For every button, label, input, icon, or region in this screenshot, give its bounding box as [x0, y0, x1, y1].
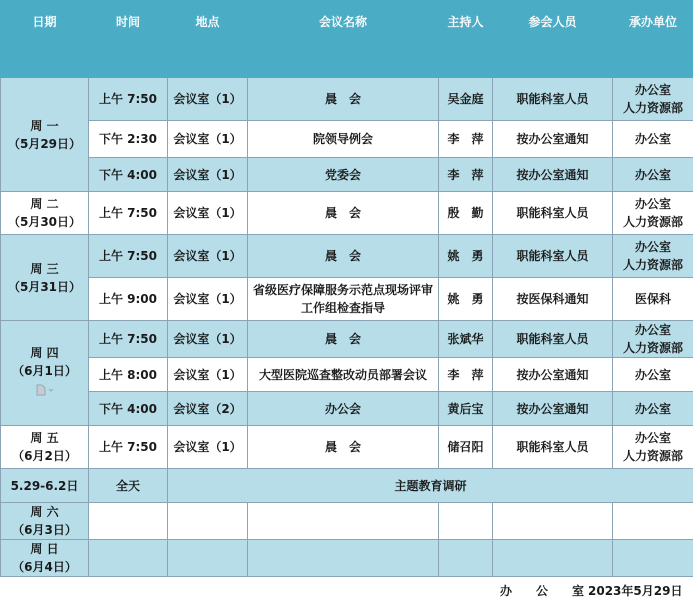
unit-cell: 办公室	[613, 158, 693, 192]
header-meeting: 会议名称	[248, 1, 439, 78]
host-cell: 黄后宝	[439, 392, 493, 426]
table-row	[1, 121, 693, 158]
day-date: （5月30日）	[7, 215, 82, 229]
time-cell: 下午 4:00	[89, 158, 168, 192]
day-cell-friday	[1, 426, 89, 469]
attendees-cell: 按医保科通知	[493, 278, 613, 321]
meeting-cell: 晨 会	[248, 235, 439, 278]
place-cell: 会议室（1）	[168, 78, 248, 121]
meeting-cell: 晨 会	[248, 321, 439, 358]
attendees-cell: 按办公室通知	[493, 121, 613, 158]
table-row	[1, 278, 693, 321]
table-row	[1, 358, 693, 392]
time-cell: 上午 7:50	[89, 321, 168, 358]
span-date-cell: 5.29-6.2日	[1, 469, 89, 503]
footer-office: 办 公 室	[500, 584, 591, 598]
place-cell: 会议室（1）	[168, 358, 248, 392]
day-cell-tuesday	[1, 192, 89, 235]
empty-cell	[89, 503, 168, 540]
day-cell-thursday	[1, 321, 89, 426]
day-name: 周 二	[30, 197, 59, 211]
empty-cell	[248, 540, 439, 577]
unit-cell: 办公室 人力资源部	[613, 192, 693, 235]
attendees-cell: 职能科室人员	[493, 192, 613, 235]
day-name: 周 四	[30, 346, 59, 360]
empty-cell	[168, 503, 248, 540]
header-attendees: 参会人员	[493, 1, 613, 78]
attendees-cell: 职能科室人员	[493, 235, 613, 278]
place-cell: 会议室（1）	[168, 426, 248, 469]
time-cell: 上午 7:50	[89, 192, 168, 235]
host-cell: 李 萍	[439, 158, 493, 192]
table-row	[1, 158, 693, 192]
empty-cell	[493, 540, 613, 577]
meeting-cell: 院领导例会	[248, 121, 439, 158]
day-date: （6月3日）	[12, 523, 77, 537]
place-cell: 会议室（1）	[168, 158, 248, 192]
day-cell-sunday	[1, 540, 89, 577]
meeting-cell: 党委会	[248, 158, 439, 192]
empty-cell	[439, 503, 493, 540]
meeting-cell: 办公会	[248, 392, 439, 426]
host-cell: 李 萍	[439, 358, 493, 392]
unit-cell: 医保科	[613, 278, 693, 321]
time-cell: 上午 7:50	[89, 78, 168, 121]
host-cell: 殷 勤	[439, 192, 493, 235]
attendees-cell: 职能科室人员	[493, 426, 613, 469]
table-row	[1, 426, 693, 469]
day-cell-wednesday	[1, 235, 89, 321]
unit-cell: 办公室 人力资源部	[613, 426, 693, 469]
table-row	[1, 469, 693, 503]
time-cell: 上午 9:00	[89, 278, 168, 321]
table-row	[1, 503, 693, 540]
time-cell: 下午 2:30	[89, 121, 168, 158]
empty-cell	[613, 540, 693, 577]
host-cell: 吴金庭	[439, 78, 493, 121]
place-cell: 会议室（1）	[168, 235, 248, 278]
empty-cell	[613, 503, 693, 540]
day-date: （6月2日）	[12, 449, 77, 463]
table-row	[1, 321, 693, 358]
attendees-cell: 职能科室人员	[493, 78, 613, 121]
host-cell: 储召阳	[439, 426, 493, 469]
attendees-cell: 按办公室通知	[493, 392, 613, 426]
unit-cell: 办公室 人力资源部	[613, 78, 693, 121]
header-host: 主持人	[439, 1, 493, 78]
attendees-cell: 按办公室通知	[493, 358, 613, 392]
footer	[0, 580, 693, 600]
day-name: 周 日	[30, 542, 59, 556]
span-content-cell: 主题教育调研	[168, 469, 693, 503]
day-name: 周 三	[30, 261, 59, 276]
table-row	[1, 235, 693, 278]
header-unit: 承办单位	[613, 1, 693, 78]
place-cell: 会议室（1）	[168, 278, 248, 321]
header-date: 日期	[1, 1, 89, 78]
time-cell: 上午 7:50	[89, 235, 168, 278]
unit-cell: 办公室	[613, 358, 693, 392]
day-name: 周 五	[30, 431, 59, 445]
day-cell-saturday	[1, 503, 89, 540]
unit-cell: 办公室 人力资源部	[613, 235, 693, 278]
unit-cell: 办公室	[613, 121, 693, 158]
time-cell: 上午 8:00	[89, 358, 168, 392]
day-cell-monday	[1, 78, 89, 192]
place-cell: 会议室（2）	[168, 392, 248, 426]
place-cell: 会议室（1）	[168, 321, 248, 358]
host-cell: 李 萍	[439, 121, 493, 158]
time-cell: 下午 4:00	[89, 392, 168, 426]
place-cell: 会议室（1）	[168, 121, 248, 158]
meeting-cell: 晨 会	[248, 78, 439, 121]
table-row	[1, 78, 693, 121]
day-name: 周 一	[30, 118, 59, 133]
header-row	[1, 1, 693, 78]
empty-cell	[89, 540, 168, 577]
host-cell: 张斌华	[439, 321, 493, 358]
day-date: （6月4日）	[12, 560, 77, 574]
meeting-cell: 晨 会	[248, 192, 439, 235]
span-time-cell: 全天	[89, 469, 168, 503]
table-row	[1, 540, 693, 577]
meeting-cell: 大型医院巡查整改动员部署会议	[248, 358, 439, 392]
meeting-cell: 省级医疗保障服务示范点现场评审工作组检查指导	[248, 278, 439, 321]
footer-date: 2023年5月29日	[588, 584, 683, 598]
unit-cell: 办公室 人力资源部	[613, 321, 693, 358]
time-cell: 上午 7:50	[89, 426, 168, 469]
meeting-cell: 晨 会	[248, 426, 439, 469]
unit-cell: 办公室	[613, 392, 693, 426]
empty-cell	[248, 503, 439, 540]
place-cell: 会议室（1）	[168, 192, 248, 235]
day-name: 周 六	[30, 505, 59, 519]
header-place: 地点	[168, 1, 248, 78]
empty-cell	[493, 503, 613, 540]
host-cell: 姚 勇	[439, 235, 493, 278]
day-date: （5月29日）	[7, 136, 82, 151]
table-row	[1, 392, 693, 426]
header-time: 时间	[89, 1, 168, 78]
empty-cell	[168, 540, 248, 577]
attendees-cell: 按办公室通知	[493, 158, 613, 192]
day-date: （5月31日）	[7, 279, 82, 294]
attendees-cell: 职能科室人员	[493, 321, 613, 358]
document-icon[interactable]	[35, 384, 55, 402]
table-row	[1, 192, 693, 235]
day-date: （6月1日）	[12, 364, 77, 378]
empty-cell	[439, 540, 493, 577]
host-cell: 姚 勇	[439, 278, 493, 321]
